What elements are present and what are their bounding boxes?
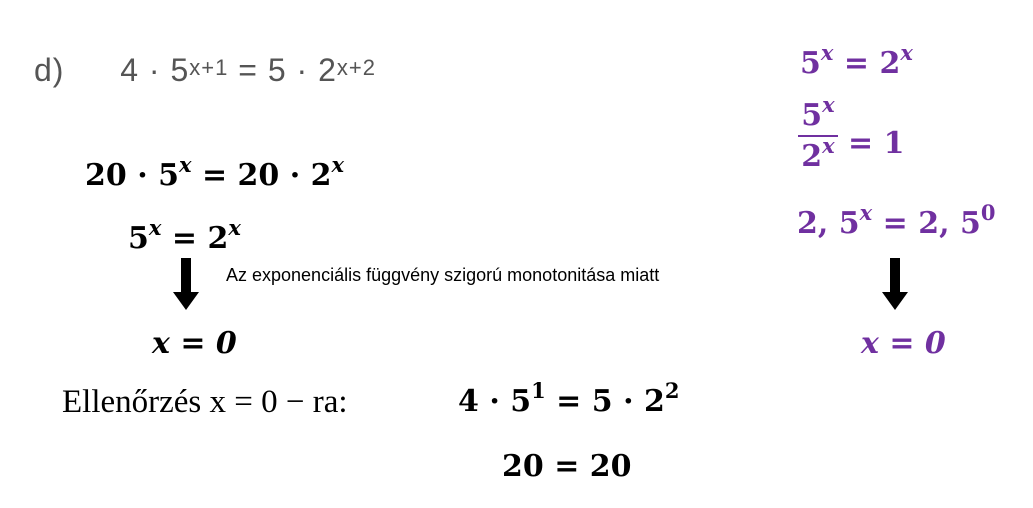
right-step-3-equals: = xyxy=(882,206,908,241)
check-line-1 xyxy=(458,378,680,419)
problem-statement xyxy=(34,52,376,89)
left-step-1-equals: = xyxy=(201,158,228,193)
left-step-2-rhs-exponent: x xyxy=(228,215,241,240)
right-step-2-equals-one: = 1 xyxy=(848,126,905,161)
right-step-1-lhs: 5 xyxy=(800,46,821,81)
problem-equals: = xyxy=(238,52,258,88)
problem-rhs-exponent: x+2 xyxy=(336,55,376,80)
right-step-1-equals: = xyxy=(843,46,869,81)
check-line-1-rhs: 5 · 2 xyxy=(591,384,665,419)
left-step-2 xyxy=(128,215,241,256)
problem-lhs-exponent: x+1 xyxy=(189,55,229,80)
check-line-1-rhs-exponent: 2 xyxy=(664,378,680,403)
check-line-1-lhs-exponent: 1 xyxy=(531,378,546,403)
right-step-3-lhs-exponent: x xyxy=(859,200,873,225)
right-step-1-rhs: 2 xyxy=(879,46,901,81)
check-line-1-lhs: 4 · 5 xyxy=(458,384,532,419)
right-result: x = 0 xyxy=(861,326,946,361)
left-step-1-lhs-exponent: x xyxy=(178,152,192,177)
right-step-3-rhs: 2, 5 xyxy=(918,206,981,241)
problem-label: d) xyxy=(34,52,65,88)
left-step-2-rhs: 2 xyxy=(207,221,229,256)
right-step-1-rhs-exponent: x xyxy=(900,40,913,65)
right-step-3-lhs: 2, 5 xyxy=(797,206,860,241)
left-result-text: x = 0 xyxy=(152,326,237,361)
left-step-1-rhs-exponent: x xyxy=(331,152,345,177)
left-step-1-rhs: 20 · 2 xyxy=(237,158,332,193)
left-step-2-equals: = xyxy=(171,221,197,256)
denominator-exponent: x xyxy=(822,133,835,158)
denominator-base: 2 xyxy=(801,139,823,174)
check-label: Ellenőrzés x = 0 − ra: xyxy=(62,384,348,420)
left-down-arrow-icon xyxy=(171,258,201,312)
monotonicity-note: Az exponenciális függvény szigorú monotonitása miatt xyxy=(226,265,660,285)
fraction-denominator xyxy=(798,133,838,174)
right-down-arrow-icon xyxy=(880,258,910,312)
check-line-1-equals: = xyxy=(556,384,582,419)
numerator-exponent: x xyxy=(822,92,835,117)
left-result xyxy=(152,326,237,361)
right-step-1 xyxy=(800,40,913,81)
left-step-2-lhs: 5 xyxy=(128,221,149,256)
numerator-base: 5 xyxy=(801,98,823,133)
fraction-numerator xyxy=(798,92,838,133)
left-step-2-lhs-exponent: x xyxy=(148,215,162,240)
check-line-2: 20 = 20 xyxy=(502,449,632,484)
right-step-2-fraction xyxy=(798,92,838,174)
right-step-3 xyxy=(797,200,996,241)
right-step-1-lhs-exponent: x xyxy=(820,40,834,65)
left-step-1-lhs: 20 · 5 xyxy=(85,158,179,193)
right-step-3-rhs-exponent: 0 xyxy=(980,200,996,225)
left-step-1 xyxy=(85,152,345,193)
problem-lhs: 4 · 5 xyxy=(120,52,190,88)
problem-rhs: 5 · 2 xyxy=(267,52,337,88)
